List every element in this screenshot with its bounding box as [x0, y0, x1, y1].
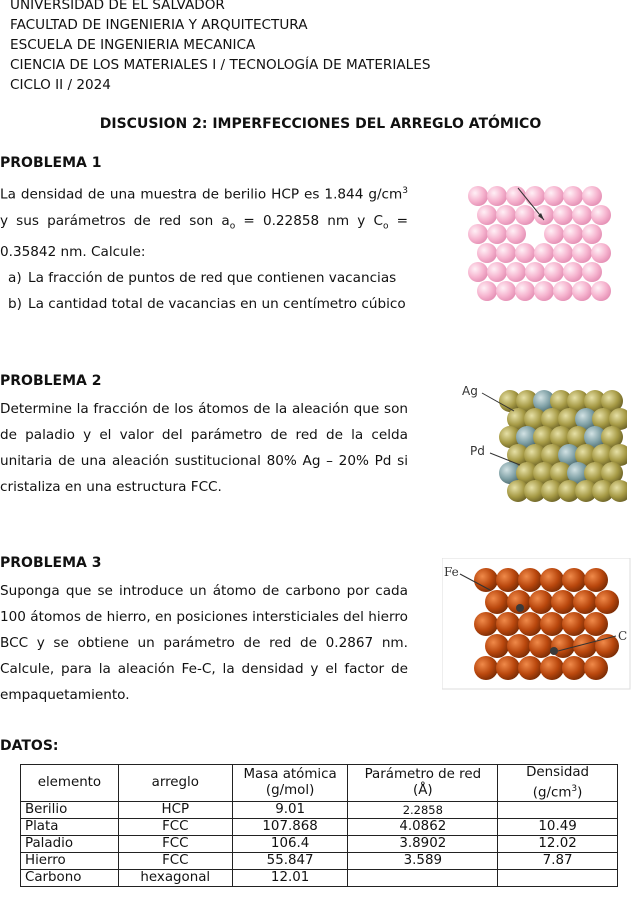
header-line-4: CIENCIA DE LOS MATERIALES I / TECNOLOGÍA DE MATERIALES — [10, 57, 431, 73]
atom-icon — [584, 656, 608, 680]
atom-icon — [529, 590, 553, 614]
atom-icon — [563, 186, 583, 206]
atom-icon — [529, 634, 553, 658]
problem-1-title: PROBLEMA 1 — [0, 155, 102, 171]
atom-icon — [544, 262, 564, 282]
table-row: Berilio HCP 9.01 2.2858 — [21, 802, 618, 819]
atom-icon — [496, 612, 520, 636]
atom-icon — [553, 205, 573, 225]
atom-icon — [544, 224, 564, 244]
atom-icon — [572, 205, 592, 225]
atom-icon — [474, 656, 498, 680]
problem-1-item-b: b) La cantidad total de vacancias en un centímetro cúbico — [8, 296, 406, 313]
atom-icon — [540, 612, 564, 636]
atom-icon — [496, 205, 516, 225]
header-masa: Masa atómica (g/mol) — [232, 765, 348, 802]
fe-label: Fe — [444, 565, 459, 579]
atom-icon — [553, 243, 573, 263]
vacancy-lattice-figure — [466, 182, 611, 310]
atom-icon — [563, 224, 583, 244]
atom-icon — [474, 612, 498, 636]
header-parametro: Parámetro de red (Å) — [348, 765, 498, 802]
problem-3-title: PROBLEMA 3 — [0, 555, 102, 571]
atom-icon — [515, 281, 535, 301]
atom-icon — [573, 590, 597, 614]
header-elemento: elemento — [21, 765, 119, 802]
problem-2-title: PROBLEMA 2 — [0, 373, 102, 389]
header-line-3: ESCUELA DE INGENIERIA MECANICA — [10, 37, 256, 53]
atom-icon — [496, 281, 516, 301]
atom-icon — [518, 656, 542, 680]
atom-icon — [506, 262, 526, 282]
atom-icon — [477, 281, 497, 301]
atom-icon — [553, 281, 573, 301]
atom-icon — [507, 634, 531, 658]
header-line-5: CICLO II / 2024 — [10, 77, 111, 93]
ag-label: Ag — [462, 384, 478, 398]
table-row: Paladio FCC 106.4 3.8902 12.02 — [21, 836, 618, 853]
atom-icon — [525, 186, 545, 206]
table-row: Carbono hexagonal 12.01 — [21, 870, 618, 887]
atom-icon — [584, 568, 608, 592]
atom-icon — [477, 205, 497, 225]
atom-icon — [496, 656, 520, 680]
atom-icon — [534, 205, 554, 225]
atom-icon — [582, 224, 602, 244]
header-line-1: UNIVERSIDAD DE EL SALVADOR — [10, 0, 225, 13]
table-header-row — [21, 765, 618, 802]
atom-icon — [487, 224, 507, 244]
datos-table — [20, 764, 618, 887]
atom-icon — [485, 634, 509, 658]
table-row: Hierro FCC 55.847 3.589 7.87 — [21, 853, 618, 870]
atom-icon — [562, 656, 586, 680]
atom-icon — [540, 656, 564, 680]
atom-icon — [562, 612, 586, 636]
datos-title: DATOS: — [0, 738, 59, 754]
atom-icon — [562, 568, 586, 592]
header-arreglo: arreglo — [118, 765, 232, 802]
atom-icon — [506, 186, 526, 206]
atom-icon — [595, 590, 619, 614]
atom-icon — [485, 590, 509, 614]
atom-icon — [544, 186, 564, 206]
atom-icon — [518, 612, 542, 636]
atom-icon — [518, 568, 542, 592]
problem-1-item-a: a) La fracción de puntos de red que contienen vacancias — [8, 270, 397, 287]
atom-icon — [584, 612, 608, 636]
c-label: C — [618, 629, 628, 643]
atom-icon — [551, 590, 575, 614]
atom-icon — [572, 281, 592, 301]
atom-icon — [515, 243, 535, 263]
atom-icon — [591, 205, 611, 225]
atom-icon — [468, 186, 488, 206]
atom-icon — [477, 243, 497, 263]
atom-icon — [534, 243, 554, 263]
atom-icon — [572, 243, 592, 263]
atom-icon — [496, 243, 516, 263]
table-row: Plata FCC 107.868 4.0862 10.49 — [21, 819, 618, 836]
fe-c-alloy-figure — [442, 558, 631, 690]
document-title: DISCUSION 2: IMPERFECCIONES DEL ARREGLO ATÓMICO — [99, 116, 542, 132]
atom-icon — [487, 262, 507, 282]
problem-1-text: La densidad de una muestra de berilio HCP es 1.844 $g/cm^3$ y sus parámetros de red son $a_o = 0.22858$ nm y $C_o = 0.35842$ nm. Calcule: a) La fracción de puntos de red que contienen vacancias b) La cantidad total de vacancias en un centímetro cúbico — [0, 178, 408, 317]
problem-2-text: Determine la fracción de los átomos de la aleación que son de paladio y el valor del parámetro de red de la celda unitaria de una aleación sustitucional 80% Ag – 20% Pd si cristaliza en una estructura FCC. — [0, 401, 408, 495]
atom-icon — [506, 224, 526, 244]
atom-icon — [515, 205, 535, 225]
atom-icon — [582, 186, 602, 206]
atom-icon — [563, 262, 583, 282]
atom-icon — [595, 634, 619, 658]
atom-icon — [487, 186, 507, 206]
atom-icon — [582, 262, 602, 282]
header-line-2: FACULTAD DE INGENIERIA Y ARQUITECTURA — [10, 17, 308, 33]
atom-icon — [525, 262, 545, 282]
atom-icon — [468, 224, 488, 244]
atom-icon — [468, 262, 488, 282]
pd-label: Pd — [470, 444, 485, 458]
header-densidad: Densidad $(g/cm^3)$ — [498, 765, 618, 802]
atom-icon — [534, 281, 554, 301]
ag-pd-alloy-figure — [452, 375, 627, 510]
problem-3-text: Suponga que se introduce un átomo de carbono por cada 100 átomos de hierro, en posiciones intersticiales del hierro BCC y se obtiene un parámetro de red de 0.2867 nm. Calcule, para la aleación Fe-C, la densidad y el factor de empaquetamiento. — [0, 583, 408, 703]
atom-icon — [591, 243, 611, 263]
atom-icon — [591, 281, 611, 301]
atom-icon — [496, 568, 520, 592]
atom-icon — [540, 568, 564, 592]
